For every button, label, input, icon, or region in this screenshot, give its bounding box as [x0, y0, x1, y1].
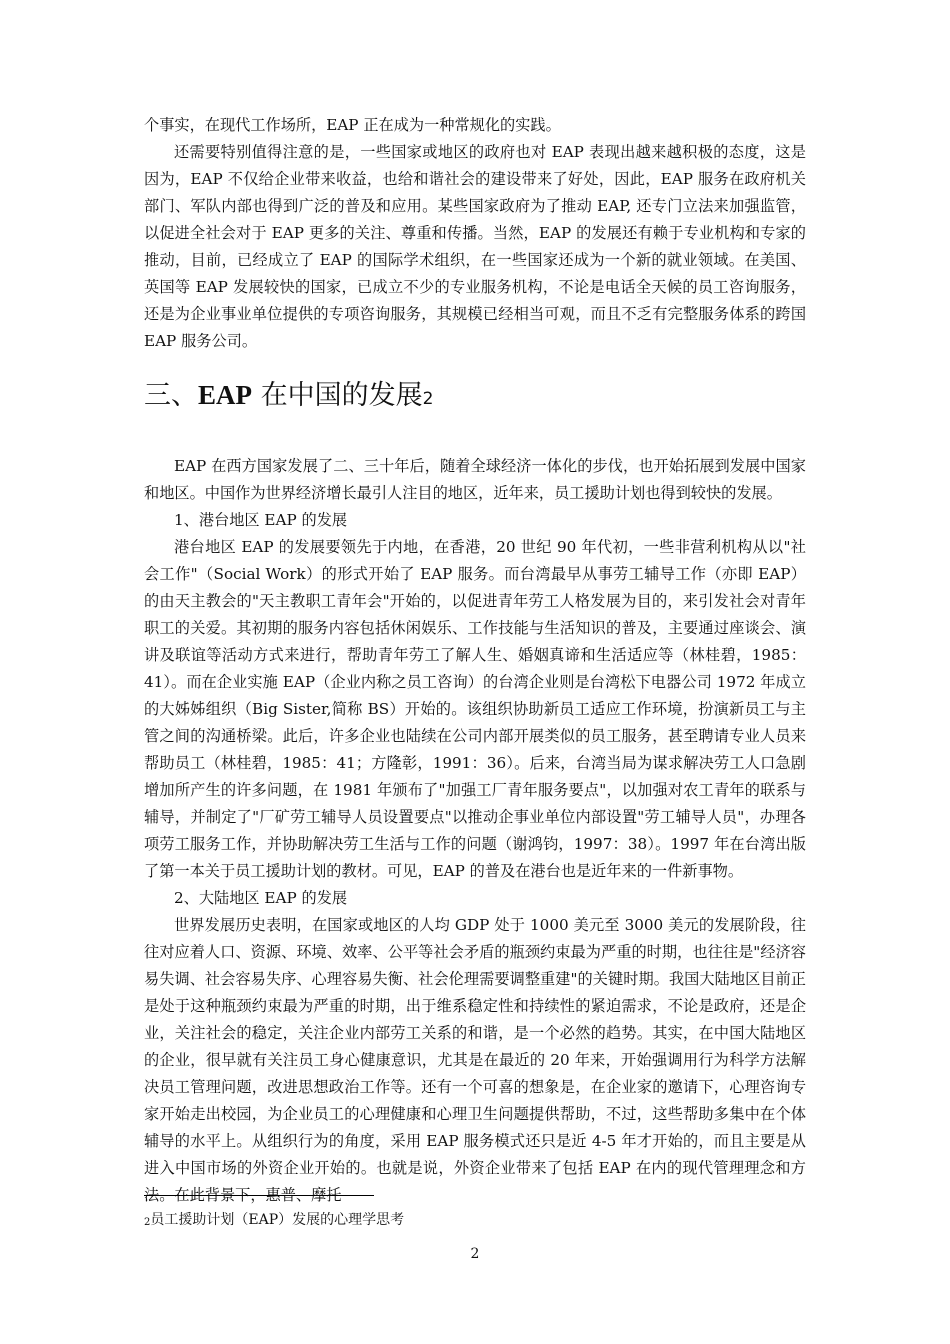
footnote-separator — [144, 1195, 374, 1196]
section-title: 在中国的发展 — [252, 380, 423, 411]
footnote — [144, 1210, 404, 1233]
subheading-hk-tw: 1、港台地区 EAP 的发展 — [174, 511, 348, 529]
subheading-mainland: 2、大陆地区 EAP 的发展 — [174, 889, 348, 907]
page-number: 2 — [470, 1246, 480, 1262]
footnote-text: 员工援助计划（EAP）发展的心理学思考 — [150, 1212, 405, 1228]
paragraph: 港台地区 EAP 的发展要领先于内地，在香港，20 世纪 90 年代初，一些非营利机构从以"社会工作"（Social Work）的形式开始了 EAP 服务。而台湾最早从事劳工辅导工作（亦即 EAP）的由天主教会的"天主教职工青年会"开始的，以促进青年劳工人格发展为目的，来引发社会对青年职工的关爱。其初期的服务内容包括休闲娱乐、工作技能与生活知识的普及，主要通过座谈会、演讲及联谊等活动方式来进行，帮助青年劳工了解人生、婚姻真谛和生活适应等（林桂碧，1985：41）。而在企业实施 EAP（企业内称之员工咨询）的台湾企业则是台湾松下电器公司 1972 年成立的大姊姊组织（Big Sister,简称 BS）开始的。该组织协助新员工适应工作环境，扮演新员工与主管之间的沟通桥梁。此后，许多企业也陆续在公司内部开展类似的员工服务，甚至聘请专业人员来帮助员工（林桂碧，1985：41；方隆彰，1991：36）。后来，台湾当局为谋求解决劳工人口急剧增加所产生的许多问题，在 1981 年颁布了"加强工厂青年服务要点"，以加强对农工青年的联系与辅导，并制定了"厂矿劳工辅导人员设置要点"以推动企事业单位内部设置"劳工辅导人员"，办理各项劳工服务工作，并协助解决劳工生活与工作的问题（谢鸿钧，1997：38）。1997 年在台湾出版了第一本关于员工援助计划的教材。可见，EAP 的普及在港台也是近年来的一件新事物。 — [144, 538, 806, 880]
paragraph: 个事实，在现代工作场所，EAP 正在成为一种常规化的实践。 — [144, 116, 561, 134]
body-text — [144, 112, 806, 1209]
footnote-mark: 2 — [144, 1217, 151, 1228]
footnote-reference[interactable]: 2 — [422, 389, 434, 409]
paragraph: 还需要特别值得注意的是，一些国家或地区的政府也对 EAP 表现出越来越积极的态度，这是因为，EAP 不仅给企业带来收益，也给和谐社会的建设带来了好处，因此，EAP 服务在政府机关部门、军队内部也得到广泛的普及和应用。某些国家政府为了推动 EAP, 还专门立法来加强监管，以促进全社会对于 EAP 更多的关注、尊重和传播。当然，EAP 的发展还有赖于专业机构和专家的推动，目前，已经成立了 EAP 的国际学术组织，在一些国家还成为一个新的就业领域。在美国、英国等 EAP 发展较快的国家，已成立不少的专业服务机构，不论是电话全天候的员工咨询服务，还是为企业事业单位提供的专项咨询服务，其规模已经相当可观，而且不乏有完整服务体系的跨国 EAP 服务公司。 — [144, 143, 806, 350]
paragraph: 世界发展历史表明，在国家或地区的人均 GDP 处于 1000 美元至 3000 美元的发展阶段，往往对应着人口、资源、环境、效率、公平等社会矛盾的瓶颈约束最为严重的时期，也往往是"经济容易失调、社会容易失序、心理容易失衡、社会伦理需要调整重建"的关键时期。我国大陆地区目前正是处于这种瓶颈约束最为严重的时期，出于维系稳定性和持续性的紧迫需求，不论是政府，还是企业，关注社会的稳定，关注企业内部劳工关系的和谐，是一个必然的趋势。其实，在中国大陆地区的企业，很早就有关注员工身心健康意识，尤其是在最近的 20 年来，开始强调用行为科学方法解决员工管理问题，改进思想政治工作等。还有一个可喜的想象是，在企业家的邀请下，心理咨询专家开始走出校园，为企业员工的心理健康和心理卫生问题提供帮助，不过，这些帮助多集中在个体辅导的水平上。从组织行为的角度，采用 EAP 服务模式还只是近 4-5 年才开始的，而且主要是从进入中国市场的外资企业开始的。也就是说，外资企业带来了包括 EAP 在内的现代管理理念和方法。在此背景下，惠普、摩托 — [144, 916, 806, 1204]
section-heading — [144, 375, 806, 419]
section-prefix: 三、 — [144, 380, 198, 411]
section-bold: EAP — [198, 380, 252, 410]
paragraph: EAP 在西方国家发展了二、三十年后，随着全球经济一体化的步伐，也开始拓展到发展中国家和地区。中国作为世界经济增长最引人注目的地区，近年来，员工援助计划也得到较快的发展。 — [144, 457, 806, 502]
